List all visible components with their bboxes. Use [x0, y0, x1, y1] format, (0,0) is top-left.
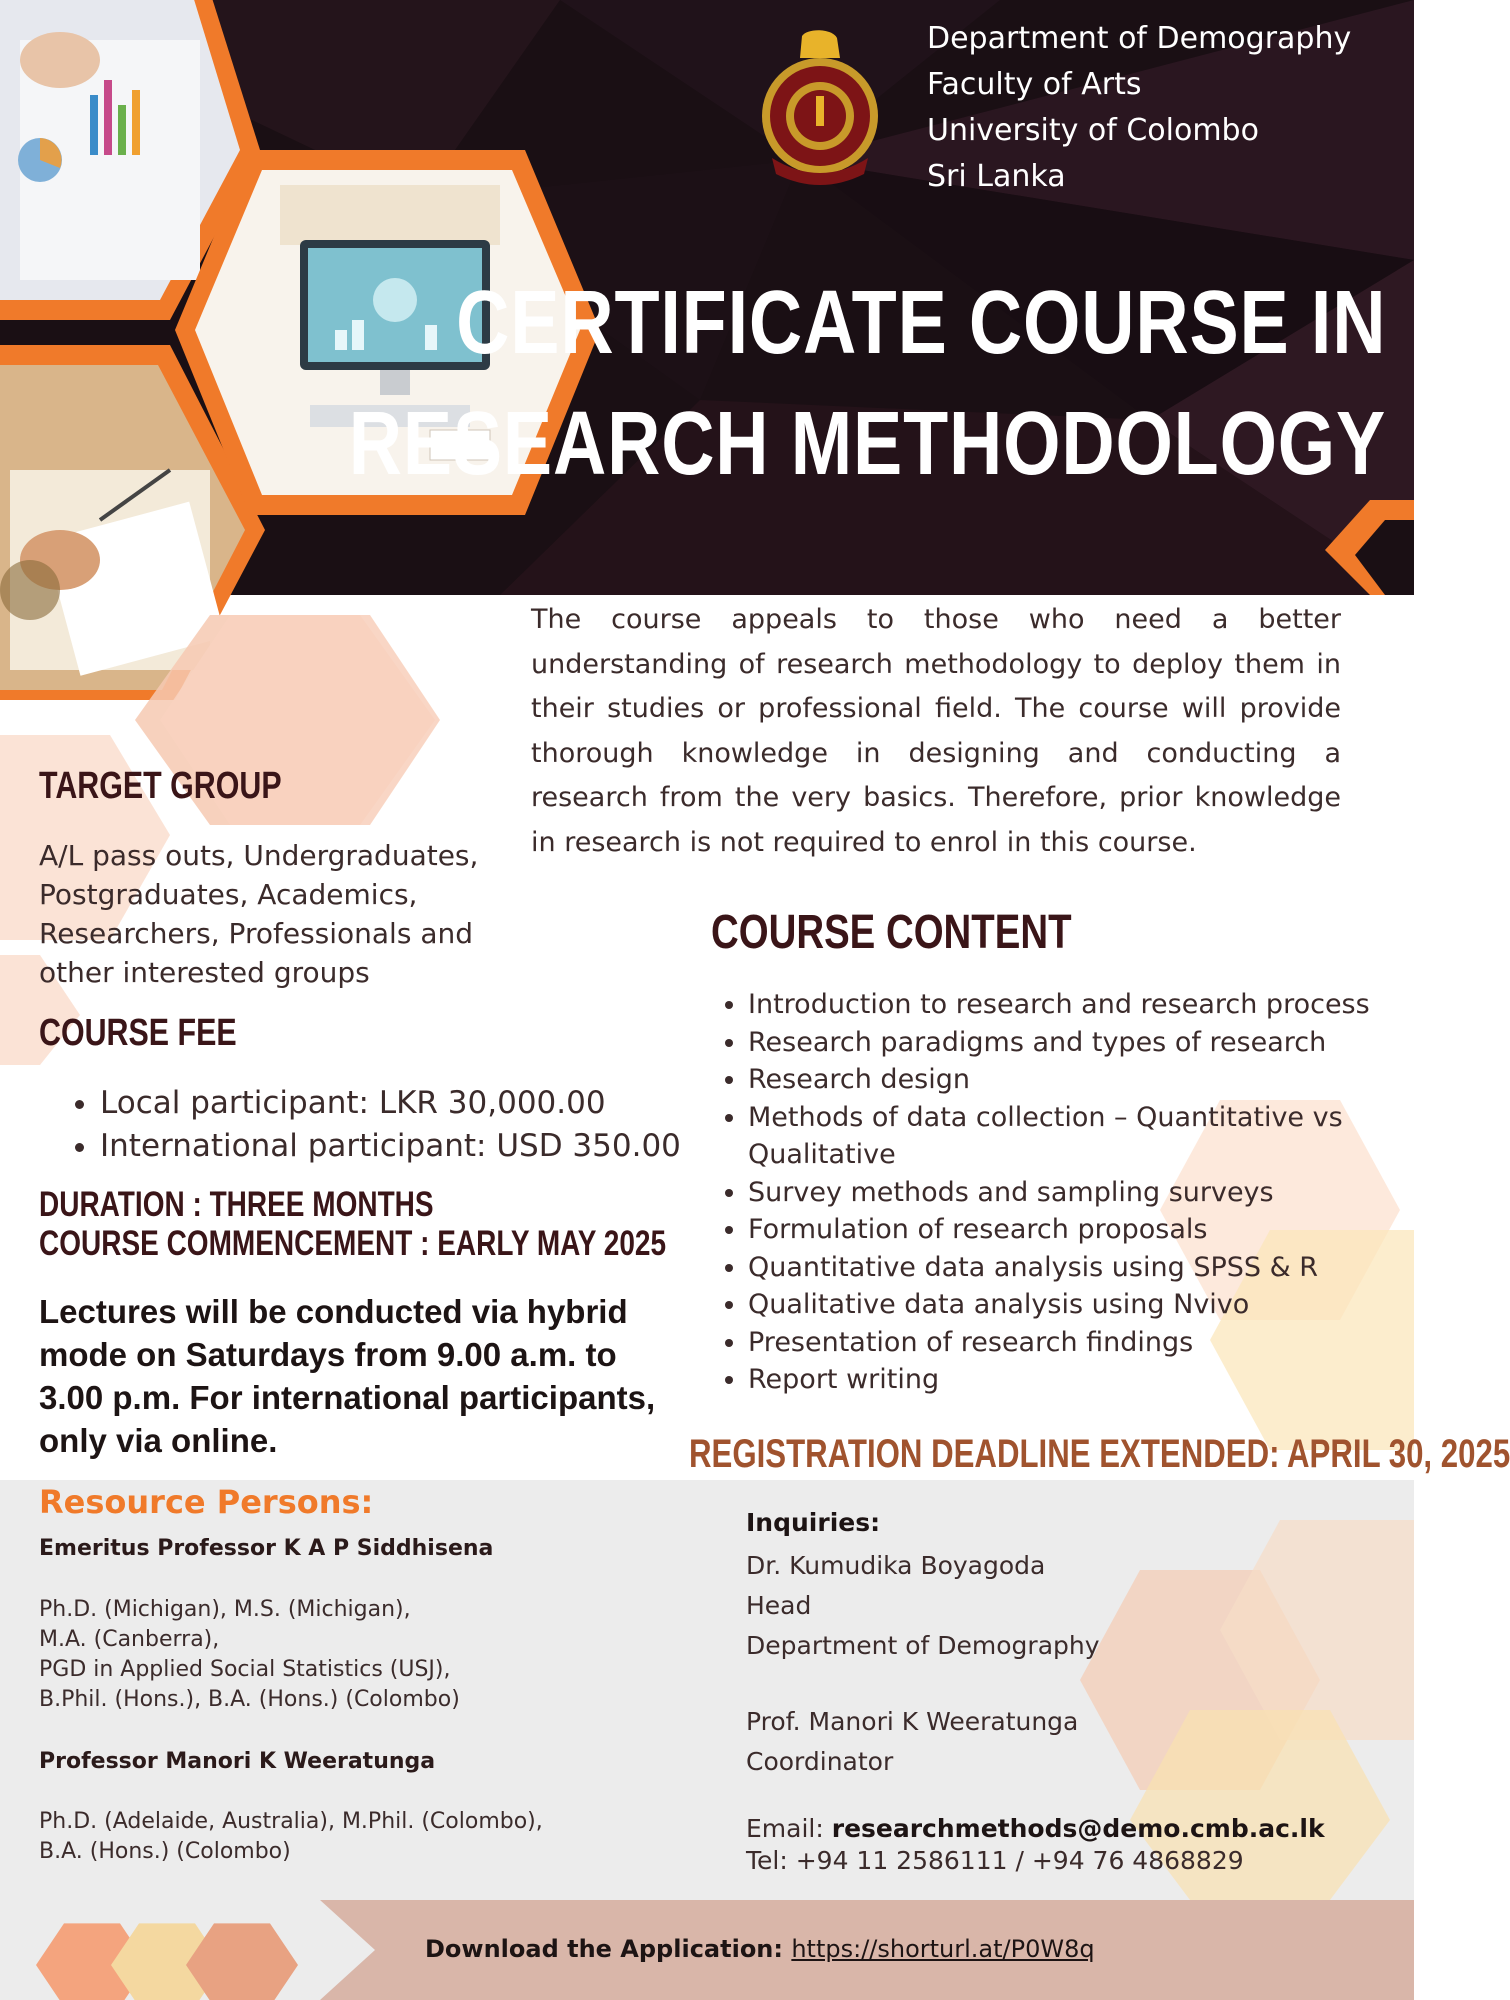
person1-quals — [39, 1595, 659, 1715]
title-line-2: RESEARCH METHODOLOGY — [348, 394, 1386, 494]
contact1-line: Dr. Kumudika Boyagoda — [746, 1551, 1046, 1580]
content-item: • Introduction to research and research process — [748, 986, 1428, 1024]
intro-paragraph: The course appeals to those who need a better understanding of research methodology to deploy them in their studies or professional field. The course will provide thorough knowledge in designing and conducting a research from the very basics. Therefore, prior knowledge in research is not required to enrol in this course. — [531, 604, 1341, 858]
qual-line: Ph.D. (Michigan), M.S. (Michigan), — [39, 1597, 411, 1622]
content-item: • Research paradigms and types of research — [748, 1024, 1428, 1062]
registration-deadline: REGISTRATION DEADLINE EXTENDED: APRIL 30, 2025 — [689, 1432, 1510, 1476]
person2-name: Professor Manori K Weeratunga — [39, 1749, 436, 1774]
dept-line-2: Faculty of Arts — [927, 67, 1142, 102]
download-link[interactable]: https://shorturl.at/P0W8q — [791, 1935, 1095, 1963]
course-fee-list — [64, 1082, 740, 1168]
email-link[interactable]: researchmethods@demo.cmb.ac.lk — [831, 1814, 1325, 1843]
qual-line: M.A. (Canberra), — [39, 1627, 220, 1652]
download-label: Download the Application: — [425, 1935, 792, 1963]
person2-quals — [39, 1807, 659, 1867]
university-emblem — [752, 28, 888, 188]
contact1-block — [746, 1546, 1100, 1666]
duration-text: DURATION : THREE MONTHS — [39, 1185, 434, 1224]
footer-hex-decor — [0, 1900, 380, 2000]
contact2-line: Coordinator — [746, 1747, 894, 1776]
email-line — [746, 1814, 1325, 1843]
content-item: • Qualitative data analysis using Nvivo — [748, 1286, 1428, 1324]
content-item: • Methods of data collection – Quantitative vs Qualitative — [748, 1099, 1428, 1174]
qual-line: PGD in Applied Social Statistics (USJ), — [39, 1657, 451, 1682]
fee-international: • International participant: USD 350.00 — [100, 1125, 740, 1168]
target-group-text: A/L pass outs, Undergraduates, Postgraduates, Academics, Researchers, Professionals and other interested groups — [39, 839, 479, 989]
content-item: • Research design — [748, 1061, 1428, 1099]
contact1-line: Department of Demography — [746, 1631, 1100, 1660]
dept-line-3: University of Colombo — [927, 113, 1259, 148]
fee-local: • Local participant: LKR 30,000.00 — [100, 1082, 740, 1125]
commencement-text: COURSE COMMENCEMENT : EARLY MAY 2025 — [39, 1224, 667, 1263]
department-block — [927, 16, 1351, 200]
orange-hex-edge — [1325, 500, 1414, 595]
contact2-block — [746, 1702, 1078, 1782]
title-line-1: CERTIFICATE COURSE IN — [455, 273, 1386, 373]
target-group-heading: TARGET GROUP — [39, 765, 282, 807]
content-item: • Quantitative data analysis using SPSS & R — [748, 1249, 1428, 1287]
contact2-line: Prof. Manori K Weeratunga — [746, 1707, 1079, 1736]
dept-line-1: Department of Demography — [927, 21, 1352, 56]
peach-hex-decor-left — [0, 595, 600, 1065]
telephone-line: Tel: +94 11 2586111 / +94 76 4868829 — [746, 1846, 1244, 1875]
qual-line: Ph.D. (Adelaide, Australia), M.Phil. (Colombo), — [39, 1809, 543, 1834]
content-item: • Presentation of research findings — [748, 1324, 1428, 1362]
person1-name: Emeritus Professor K A P Siddhisena — [39, 1536, 494, 1561]
course-fee-heading: COURSE FEE — [39, 1012, 237, 1054]
content-item: • Survey methods and sampling surveys — [748, 1174, 1428, 1212]
lectures-text: Lectures will be conducted via hybrid mode on Saturdays from 9.00 a.m. to 3.00 p.m. For international participants, only via online. — [39, 1293, 656, 1459]
resource-persons-heading: Resource Persons: — [39, 1483, 374, 1521]
header-banner — [0, 0, 1414, 595]
inquiries-heading: Inquiries: — [746, 1508, 881, 1537]
contact1-line: Head — [746, 1591, 812, 1620]
course-content-list — [712, 986, 1428, 1399]
dept-line-4: Sri Lanka — [927, 159, 1066, 194]
course-content-heading: COURSE CONTENT — [711, 906, 1072, 959]
content-item: • Report writing — [748, 1361, 1428, 1399]
qual-line: B.A. (Hons.) (Colombo) — [39, 1839, 291, 1864]
download-line — [425, 1935, 1095, 1963]
qual-line: B.Phil. (Hons.), B.A. (Hons.) (Colombo) — [39, 1687, 460, 1712]
chart-papers-image — [18, 32, 200, 280]
content-item: • Formulation of research proposals — [748, 1211, 1428, 1249]
email-label: Email: — [746, 1814, 832, 1843]
